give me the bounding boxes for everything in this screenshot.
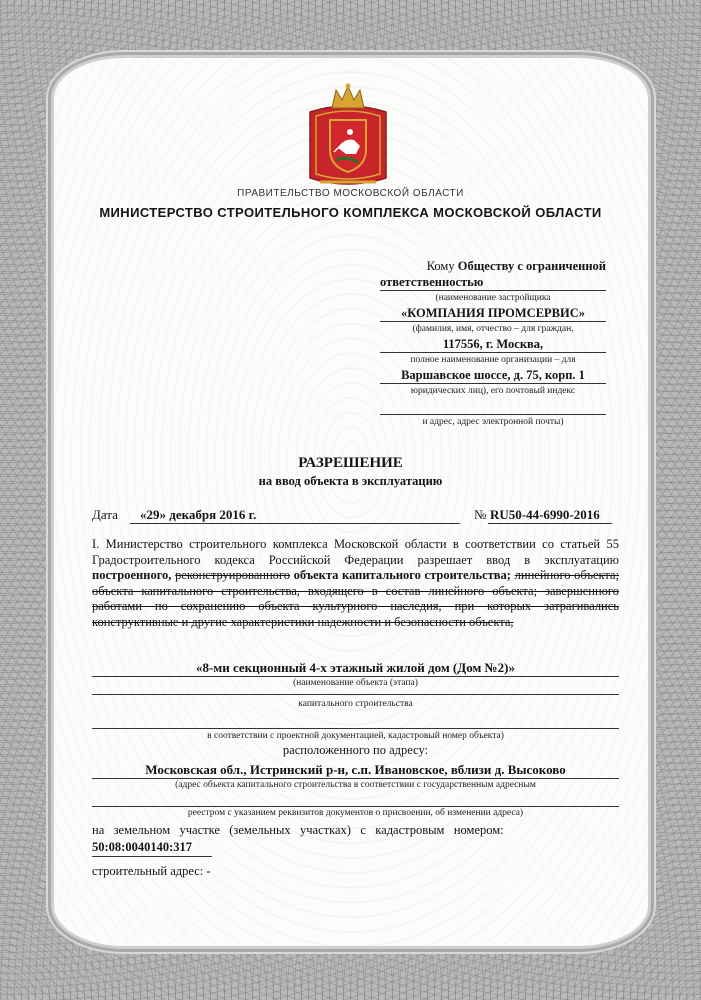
object-blank-line [92, 694, 619, 695]
registry-caption: реестром с указанием реквизитов документов о присвоении, об изменении адреса) [187, 808, 524, 818]
land-plot-label: на земельном участке (земельных участках) с кадастровым номером: [92, 823, 504, 837]
number-label: № [474, 507, 487, 522]
recipient-name-1: Обществу с ограниченной [457, 259, 606, 273]
recipient-note-4: юридических лиц), его почтовый индекс [410, 386, 576, 396]
capital-object-option: объекта капитального строительства; [293, 568, 511, 583]
recipient-note-5: и адрес, адрес электронной почты) [422, 417, 564, 427]
struck-options: линейного объекта; объекта капитального строительства, входящего в состав линейного объекта; завершенного работами по сохранению объекта культурного наследия, при которых затрагивались конструктивные и другие характеристики надежности и безопасности объекта, [92, 568, 620, 629]
object-name-underline [92, 676, 619, 677]
permit-paragraph [92, 537, 619, 631]
document-title: РАЗРЕШЕНИЕ [298, 455, 403, 471]
recipient-email-line [380, 398, 606, 415]
number-value: RU50-44-6990-2016 [490, 507, 600, 522]
located-at-label: расположенного по адресу: [282, 743, 429, 757]
recipient-street: Варшавское шоссе, д. 75, корп. 1 [380, 367, 606, 384]
built-option: построенного, [92, 568, 172, 583]
object-address: Московская обл., Истринский р-н, с.п. Ивановское, вблизи д. Высоково [145, 762, 566, 777]
government-header: ПРАВИТЕЛЬСТВО МОСКОВСКОЙ ОБЛАСТИ [237, 188, 464, 199]
recipient-company: «КОМПАНИЯ ПРОМСЕРВИС» [380, 305, 606, 322]
paragraph-intro: I. Министерство строительного комплекса Московской области в соответствии со статьей 55 Градостроительного кодекса Российской Федерации разрешает ввод в эксплуатацию [92, 537, 619, 567]
capital-construction-caption: капитального строительства [298, 699, 413, 709]
object-name: «8-ми секционный 4-х этажный жилой дом (Дом №2)» [196, 660, 515, 675]
moscow-oblast-emblem [306, 82, 390, 190]
recipient-note-1: (наименование застройщика [435, 293, 551, 303]
object-address-underline [92, 778, 619, 779]
registry-line [92, 806, 619, 807]
recipient-city: 117556, г. Москва, [380, 336, 606, 353]
cadastral-number: 50:08:0040140:317 [92, 840, 192, 854]
construction-address: строительный адрес: - [92, 864, 211, 878]
cadastral-underline [92, 856, 212, 857]
recipient-block [380, 258, 606, 429]
object-name-caption: (наименование объекта (этапа) [293, 678, 418, 688]
address-caption: (адрес объекта капитального строительства в соответствии с государственным адресным [175, 780, 536, 790]
project-doc-caption: в соответствии с проектной документацией, кадастровый номер объекта) [207, 731, 504, 741]
date-label: Дата [92, 507, 118, 522]
date-value: «29» декабря 2016 г. [140, 507, 257, 522]
reconstructed-option: реконструированного [175, 568, 290, 583]
recipient-line-1 [380, 258, 606, 274]
recipient-note-2: (фамилия, имя, отчество – для граждан, [412, 324, 574, 334]
ministry-header: МИНИСТЕРСТВО СТРОИТЕЛЬНОГО КОМПЛЕКСА МОСКОВСКОЙ ОБЛАСТИ [99, 205, 602, 220]
recipient-prefix: Кому [426, 259, 455, 273]
document-subtitle: на ввод объекта в эксплуатацию [258, 474, 443, 488]
date-number-line [92, 507, 612, 525]
project-doc-line [92, 728, 619, 729]
recipient-name-2: ответственностью [380, 274, 606, 291]
recipient-note-3: полное наименование организации – для [410, 355, 576, 365]
